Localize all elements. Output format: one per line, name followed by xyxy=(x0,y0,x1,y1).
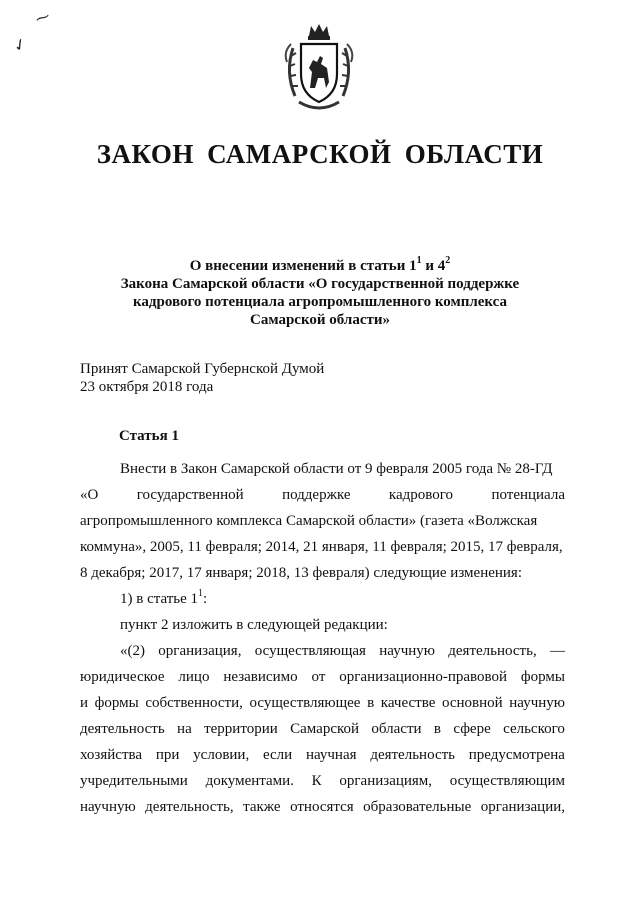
paragraph-line xyxy=(80,716,565,742)
paragraph-line: агропромышленного комплекса Самарской области» (газета «Волжская xyxy=(80,513,538,529)
word: основной xyxy=(441,695,503,711)
word: потенциала xyxy=(491,487,565,503)
paragraph-line xyxy=(80,664,565,690)
word: кадрового xyxy=(388,487,454,503)
subtitle-line: Закона Самарской области «О государственной поддержке xyxy=(120,276,520,292)
word: формы xyxy=(94,695,139,711)
scan-mark-icon: ✓ xyxy=(10,34,31,57)
word: осуществляющая xyxy=(254,643,366,659)
word: в xyxy=(367,695,375,711)
word: если xyxy=(262,747,293,763)
word: поддержке xyxy=(282,487,351,503)
word: организация, xyxy=(158,643,242,659)
quoted-text xyxy=(80,638,565,820)
word: деятельность, xyxy=(448,643,537,659)
word: государственной xyxy=(136,487,244,503)
word: — xyxy=(550,643,565,659)
paragraph-line xyxy=(80,768,565,794)
word: и xyxy=(80,695,89,711)
word: организационно-правовой xyxy=(339,669,508,685)
word: хозяйства xyxy=(80,747,143,763)
paragraph-line xyxy=(80,742,565,768)
word: сельского xyxy=(503,721,565,737)
word: юридическое xyxy=(80,669,165,685)
word: в xyxy=(433,721,441,737)
word: научную xyxy=(379,643,435,659)
paragraph-line xyxy=(80,482,565,508)
word: организации, xyxy=(480,799,565,815)
article-heading: Статья 1 xyxy=(119,428,179,444)
word: научную xyxy=(509,695,565,711)
list-item: 1) в статье $1^1$: xyxy=(120,588,208,607)
word: деятельность xyxy=(80,721,165,737)
word: также xyxy=(243,799,281,815)
word: деятельность xyxy=(370,747,455,763)
paragraph-line xyxy=(80,638,565,664)
law-subtitle xyxy=(90,257,550,329)
word: на xyxy=(177,721,192,737)
word: сфере xyxy=(453,721,491,737)
word: качестве xyxy=(380,695,436,711)
word: области xyxy=(371,721,422,737)
word: от xyxy=(311,669,326,685)
word: относятся xyxy=(290,799,354,815)
word: территории xyxy=(204,721,278,737)
word: лицо xyxy=(178,669,210,685)
subtitle-line: кадрового потенциала агропромышленного комплекса xyxy=(132,294,508,310)
word: «(2) xyxy=(120,643,145,659)
scan-mark-icon: ⁓ xyxy=(33,9,52,28)
samara-coat-of-arms-icon xyxy=(283,22,355,114)
word: осуществляющим xyxy=(449,773,565,789)
word: деятельность, xyxy=(145,799,234,815)
paragraph-line: коммуна», 2005, 11 февраля; 2014, 21 января, 11 февраля; 2015, 17 февраля, xyxy=(80,539,563,555)
word: при xyxy=(155,747,180,763)
paragraph-line: пункт 2 изложить в следующей редакции: xyxy=(120,617,388,633)
word: документами. xyxy=(205,773,294,789)
word: независимо xyxy=(223,669,298,685)
word: научная xyxy=(305,747,357,763)
article-body xyxy=(80,456,565,820)
word: учредительными xyxy=(80,773,188,789)
paragraph-line: Внести в Закон Самарской области от 9 февраля 2005 года № 28-ГД xyxy=(120,461,553,477)
paragraph-line: 8 декабря; 2017, 17 января; 2018, 13 февраля) следующие изменения: xyxy=(80,565,522,581)
subtitle-line: Самарской области» xyxy=(250,312,390,328)
adoption-date: 23 октября 2018 года xyxy=(80,379,214,395)
word: научную xyxy=(80,799,136,815)
word: организациям, xyxy=(339,773,433,789)
word: предусмотрена xyxy=(468,747,565,763)
word: Самарской xyxy=(290,721,360,737)
law-title: ЗАКОН САМАРСКОЙ ОБЛАСТИ xyxy=(96,139,544,169)
word: К xyxy=(311,773,322,789)
word: формы xyxy=(520,669,565,685)
word: образовательные xyxy=(363,799,472,815)
word: условии, xyxy=(193,747,250,763)
word: «О xyxy=(80,487,99,503)
adoption-body: Принят Самарской Губернской Думой xyxy=(80,361,325,377)
subtitle-line: О внесении изменений в статьи $1^1$ и $4^2$ xyxy=(189,255,451,274)
adoption-info xyxy=(80,360,324,396)
word: осуществляющее xyxy=(249,695,361,711)
word: собственности, xyxy=(145,695,243,711)
paragraph-line xyxy=(80,690,565,716)
paragraph-line xyxy=(80,794,565,820)
